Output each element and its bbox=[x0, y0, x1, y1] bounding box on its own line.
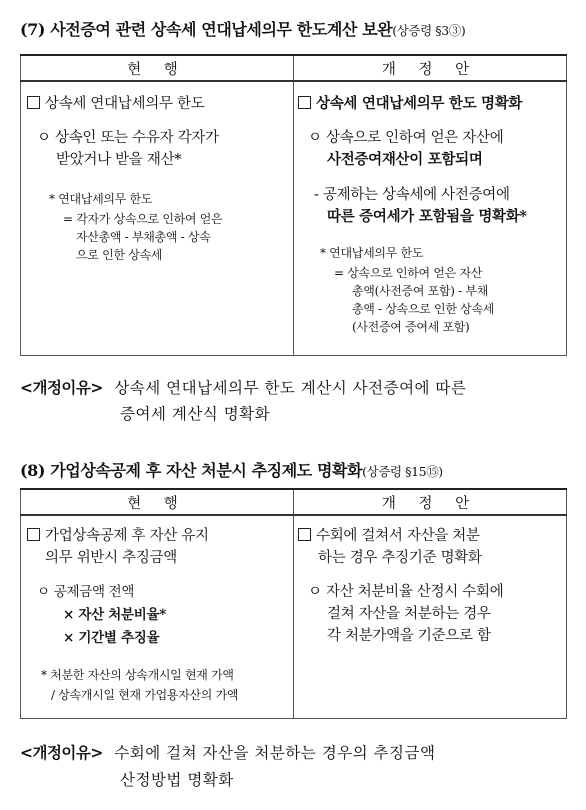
section8-revised-item-1-text: 수회에 걸쳐서 자산을 처분 bbox=[316, 528, 480, 544]
section7-revised-note-3: 총액(사전증여 포함) - 부채 bbox=[352, 284, 488, 298]
section8-header-revised: 개 정 안 bbox=[294, 489, 567, 515]
section7-ref: (상증령 §3③) bbox=[392, 23, 466, 38]
section8-reason-line-1: 수회에 걸쳐 자산을 처분하는 경우의 추징금액 bbox=[114, 744, 436, 762]
section7-current-bullet-2: 받았거나 받을 재산* bbox=[56, 152, 182, 168]
section7-revised-item bbox=[298, 92, 522, 113]
section8-reason-line-2: 산정방법 명확화 bbox=[120, 771, 234, 789]
section7-title bbox=[20, 17, 465, 40]
section7-current-note-2: = 각자가 상속으로 인하여 얻은 bbox=[63, 212, 223, 226]
section7-revised-bullet-2: 사전증여재산이 포함되며 bbox=[327, 151, 483, 168]
checkbox-square-icon bbox=[27, 528, 40, 541]
section7-reason-line-2: 증여세 계산식 명확화 bbox=[120, 405, 271, 423]
section7-reason-label: <개정이유> bbox=[20, 378, 103, 397]
checkbox-square-icon bbox=[298, 528, 311, 541]
section7-reason-line-1: 상속세 연대납세의무 한도 계산시 사전증여에 따른 bbox=[114, 379, 467, 397]
section7-current-item-text: 상속세 연대납세의무 한도 bbox=[45, 96, 205, 112]
section7-revised-sub-2: 따른 증여세가 포함됨을 명확화* bbox=[327, 208, 527, 225]
section8-current-note-2: / 상속개시일 현재 가업용자산의 가액 bbox=[51, 688, 239, 702]
section7-revised-note-2: = 상속으로 인하여 얻은 자산 bbox=[334, 266, 483, 280]
section7-current-note-1: * 연대납세의무 한도 bbox=[49, 192, 153, 206]
section8-current-bullet-1: ㅇ 공제금액 전액 bbox=[37, 584, 135, 600]
section7-table bbox=[20, 54, 567, 356]
section8-table bbox=[20, 488, 567, 719]
section7-revised-sub-1: - 공제하는 상속세에 사전증여에 bbox=[314, 187, 510, 203]
section8-title bbox=[20, 458, 443, 481]
section8-revised-bullet-3: 각 처분가액을 기준으로 함 bbox=[327, 628, 491, 644]
checkbox-square-icon bbox=[27, 96, 40, 109]
section8-ref: (상증령 §15⑮) bbox=[362, 464, 443, 479]
section8-reason bbox=[20, 741, 435, 763]
section8-revised-item-1 bbox=[298, 524, 480, 545]
section8-revised-bullet-2: 걸쳐 자산을 처분하는 경우 bbox=[327, 606, 491, 622]
section7-current-note-4: 으로 인한 상속세 bbox=[76, 248, 163, 262]
checkbox-square-icon bbox=[298, 96, 311, 109]
section7-current-item bbox=[27, 92, 204, 113]
section7-current-note-3: 자산총액 - 부채총액 - 상속 bbox=[76, 230, 211, 244]
section8-current-bullet-3: × 기간별 추징율 bbox=[63, 630, 160, 646]
section7-revised-item-text: 상속세 연대납세의무 한도 명확화 bbox=[316, 95, 523, 112]
section8-current-note-1: * 처분한 자산의 상속개시일 현재 가액 bbox=[41, 668, 234, 682]
section7-revised-bullet-1: ㅇ 상속으로 인하여 얻은 자산에 bbox=[308, 130, 504, 146]
section8-current-item-2: 의무 위반시 추징금액 bbox=[45, 550, 177, 566]
section8-current-item-1 bbox=[27, 524, 209, 545]
section7-current-bullet-1: ㅇ 상속인 또는 수유자 각자가 bbox=[37, 130, 219, 146]
section8-title-text: (8) 가업상속공제 후 자산 처분시 추징제도 명확화 bbox=[20, 461, 363, 480]
section7-revised-note-1: * 연대납세의무 한도 bbox=[320, 246, 424, 260]
section7-header-current: 현 행 bbox=[21, 55, 294, 81]
section8-header-current: 현 행 bbox=[21, 489, 294, 515]
section8-current-item-1-text: 가업상속공제 후 자산 유지 bbox=[45, 528, 209, 544]
section7-revised-note-4: 총액 - 상속으로 인한 상속세 bbox=[352, 302, 495, 316]
section7-title-text: (7) 사전증여 관련 상속세 연대납세의무 한도계산 보완 bbox=[20, 20, 393, 39]
section7-revised-note-5: (사전증여 증여세 포함) bbox=[352, 320, 470, 334]
section8-reason-label: <개정이유> bbox=[20, 743, 103, 762]
section7-header-revised: 개 정 안 bbox=[294, 55, 567, 81]
section8-revised-item-2: 하는 경우 추징기준 명확화 bbox=[318, 550, 482, 566]
section7-reason bbox=[20, 376, 466, 398]
section8-revised-bullet-1: ㅇ 자산 처분비율 산정시 수회에 bbox=[308, 584, 504, 600]
section8-current-bullet-2: × 자산 처분비율* bbox=[63, 607, 167, 623]
